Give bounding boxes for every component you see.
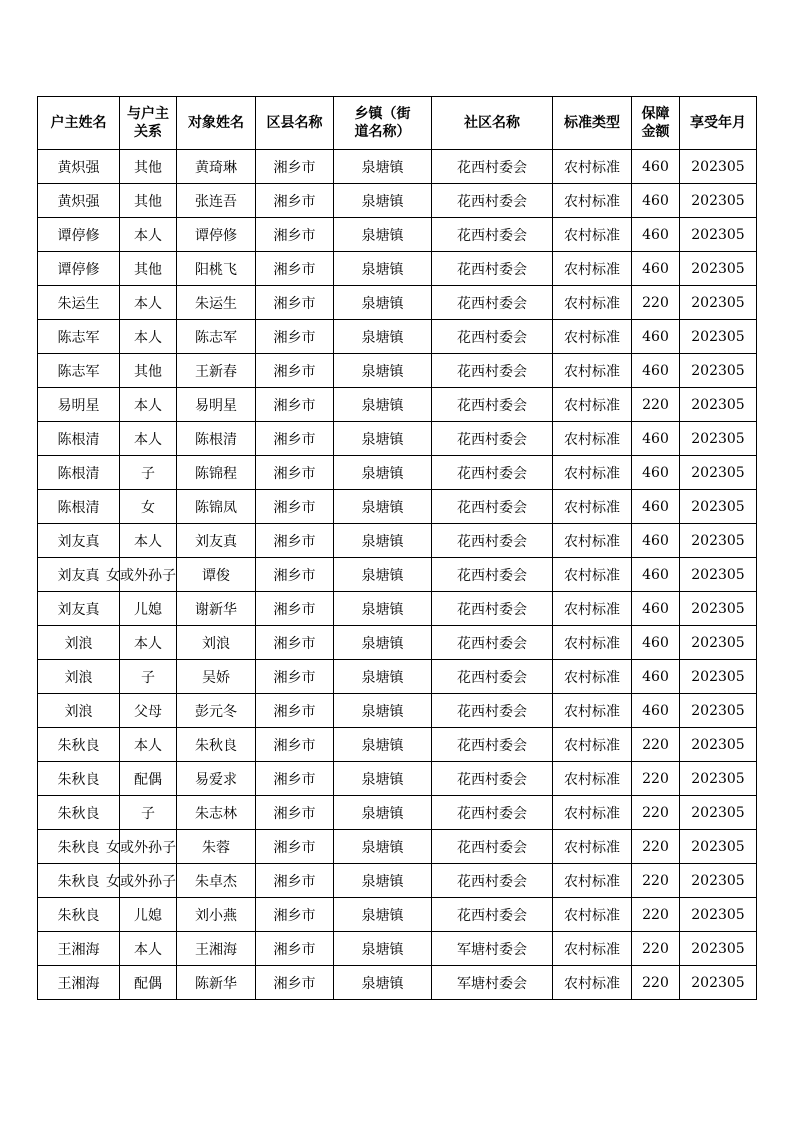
cell-amount: 220 xyxy=(632,388,680,422)
cell-township: 泉塘镇 xyxy=(334,558,432,592)
cell-standard-type: 农村标准 xyxy=(553,354,632,388)
table-row xyxy=(38,150,757,184)
table-row xyxy=(38,592,757,626)
cell-community: 花西村委会 xyxy=(432,762,553,796)
cell-county: 湘乡市 xyxy=(256,898,334,932)
cell-county: 湘乡市 xyxy=(256,694,334,728)
cell-county: 湘乡市 xyxy=(256,490,334,524)
cell-county: 湘乡市 xyxy=(256,864,334,898)
cell-relation: 配偶 xyxy=(120,762,177,796)
cell-relation: 配偶 xyxy=(120,966,177,1000)
cell-township: 泉塘镇 xyxy=(334,524,432,558)
cell-community: 花西村委会 xyxy=(432,830,553,864)
cell-county: 湘乡市 xyxy=(256,286,334,320)
table-row xyxy=(38,252,757,286)
cell-community: 花西村委会 xyxy=(432,694,553,728)
cell-relation: 本人 xyxy=(120,524,177,558)
cell-subject-name: 陈志军 xyxy=(177,320,256,354)
cell-subject-name: 陈新华 xyxy=(177,966,256,1000)
cell-county: 湘乡市 xyxy=(256,422,334,456)
cell-householder-name: 易明星 xyxy=(38,388,120,422)
cell-householder-name: 王湘海 xyxy=(38,932,120,966)
cell-community: 花西村委会 xyxy=(432,286,553,320)
beneficiary-table xyxy=(37,96,757,1000)
cell-township: 泉塘镇 xyxy=(334,286,432,320)
cell-amount: 460 xyxy=(632,456,680,490)
table-row xyxy=(38,388,757,422)
cell-township: 泉塘镇 xyxy=(334,762,432,796)
cell-amount: 220 xyxy=(632,796,680,830)
cell-subject-name: 王新春 xyxy=(177,354,256,388)
cell-householder-name: 陈根清 xyxy=(38,490,120,524)
cell-standard-type: 农村标准 xyxy=(553,592,632,626)
cell-amount: 220 xyxy=(632,286,680,320)
cell-householder-name: 刘浪 xyxy=(38,626,120,660)
cell-householder-name: 陈志军 xyxy=(38,354,120,388)
cell-month: 202305 xyxy=(680,864,757,898)
cell-county: 湘乡市 xyxy=(256,456,334,490)
cell-county: 湘乡市 xyxy=(256,592,334,626)
cell-township: 泉塘镇 xyxy=(334,150,432,184)
cell-relation xyxy=(106,558,177,592)
cell-township: 泉塘镇 xyxy=(334,728,432,762)
table-row xyxy=(38,796,757,830)
cell-subject-name: 吴娇 xyxy=(177,660,256,694)
cell-relation xyxy=(106,864,177,898)
header-county: 区县名称 xyxy=(256,97,334,150)
table-row xyxy=(38,558,757,592)
cell-householder-name: 刘友真 xyxy=(38,524,120,558)
cell-amount: 460 xyxy=(632,150,680,184)
cell-householder-name: 刘浪 xyxy=(38,694,120,728)
cell-householder-name: 陈志军 xyxy=(38,320,120,354)
cell-amount: 220 xyxy=(632,898,680,932)
cell-community: 花西村委会 xyxy=(432,524,553,558)
cell-amount: 460 xyxy=(632,592,680,626)
cell-householder-name: 朱秋良 xyxy=(38,728,120,762)
cell-township: 泉塘镇 xyxy=(334,252,432,286)
cell-relation-text: 女或外孙子 xyxy=(106,873,176,890)
cell-amount: 460 xyxy=(632,490,680,524)
cell-standard-type: 农村标准 xyxy=(553,626,632,660)
cell-month: 202305 xyxy=(680,694,757,728)
cell-community: 花西村委会 xyxy=(432,150,553,184)
cell-standard-type: 农村标准 xyxy=(553,864,632,898)
cell-township: 泉塘镇 xyxy=(334,660,432,694)
cell-county: 湘乡市 xyxy=(256,252,334,286)
table-row xyxy=(38,762,757,796)
cell-township: 泉塘镇 xyxy=(334,966,432,1000)
cell-county: 湘乡市 xyxy=(256,728,334,762)
cell-month: 202305 xyxy=(680,490,757,524)
cell-relation: 本人 xyxy=(120,932,177,966)
cell-relation: 其他 xyxy=(120,150,177,184)
cell-relation xyxy=(106,830,177,864)
cell-township: 泉塘镇 xyxy=(334,796,432,830)
cell-standard-type: 农村标准 xyxy=(553,762,632,796)
cell-subject-name: 彭元冬 xyxy=(177,694,256,728)
cell-county: 湘乡市 xyxy=(256,388,334,422)
cell-subject-name: 朱志林 xyxy=(177,796,256,830)
cell-standard-type: 农村标准 xyxy=(553,966,632,1000)
cell-amount: 460 xyxy=(632,524,680,558)
cell-relation: 其他 xyxy=(120,354,177,388)
cell-householder-name: 朱秋良 xyxy=(38,762,120,796)
cell-township: 泉塘镇 xyxy=(334,456,432,490)
header-row xyxy=(38,97,757,150)
cell-community: 花西村委会 xyxy=(432,592,553,626)
cell-community: 花西村委会 xyxy=(432,898,553,932)
cell-month: 202305 xyxy=(680,762,757,796)
cell-standard-type: 农村标准 xyxy=(553,796,632,830)
cell-subject-name: 阳桃飞 xyxy=(177,252,256,286)
cell-amount: 220 xyxy=(632,762,680,796)
cell-community: 军塘村委会 xyxy=(432,932,553,966)
table-row xyxy=(38,694,757,728)
cell-amount: 460 xyxy=(632,354,680,388)
table-row xyxy=(38,184,757,218)
cell-community: 花西村委会 xyxy=(432,218,553,252)
cell-month: 202305 xyxy=(680,354,757,388)
cell-householder-name: 王湘海 xyxy=(38,966,120,1000)
table-row xyxy=(38,286,757,320)
cell-standard-type: 农村标准 xyxy=(553,830,632,864)
cell-township: 泉塘镇 xyxy=(334,864,432,898)
cell-township: 泉塘镇 xyxy=(334,354,432,388)
table-row xyxy=(38,354,757,388)
cell-amount: 460 xyxy=(632,558,680,592)
cell-subject-name: 易爱求 xyxy=(177,762,256,796)
cell-month: 202305 xyxy=(680,966,757,1000)
cell-community: 花西村委会 xyxy=(432,252,553,286)
cell-county: 湘乡市 xyxy=(256,966,334,1000)
cell-county: 湘乡市 xyxy=(256,626,334,660)
cell-subject-name: 陈锦程 xyxy=(177,456,256,490)
header-community: 社区名称 xyxy=(432,97,553,150)
cell-standard-type: 农村标准 xyxy=(553,660,632,694)
cell-amount: 220 xyxy=(632,966,680,1000)
cell-subject-name: 朱运生 xyxy=(177,286,256,320)
cell-relation: 本人 xyxy=(120,422,177,456)
cell-relation: 儿媳 xyxy=(120,592,177,626)
cell-subject-name: 刘小燕 xyxy=(177,898,256,932)
cell-month: 202305 xyxy=(680,830,757,864)
cell-subject-name: 朱秋良 xyxy=(177,728,256,762)
cell-amount: 460 xyxy=(632,252,680,286)
cell-township: 泉塘镇 xyxy=(334,184,432,218)
cell-community: 花西村委会 xyxy=(432,456,553,490)
cell-township: 泉塘镇 xyxy=(334,932,432,966)
cell-month: 202305 xyxy=(680,456,757,490)
cell-month: 202305 xyxy=(680,660,757,694)
cell-standard-type: 农村标准 xyxy=(553,728,632,762)
cell-community: 花西村委会 xyxy=(432,320,553,354)
cell-month: 202305 xyxy=(680,252,757,286)
cell-township: 泉塘镇 xyxy=(334,218,432,252)
cell-amount: 220 xyxy=(632,932,680,966)
cell-relation: 本人 xyxy=(120,626,177,660)
cell-month: 202305 xyxy=(680,932,757,966)
cell-householder-name: 谭停修 xyxy=(38,218,120,252)
cell-householder-name: 刘友真 xyxy=(38,592,120,626)
cell-householder-name: 陈根清 xyxy=(38,456,120,490)
cell-householder-name: 刘友真 xyxy=(38,558,120,592)
cell-subject-name: 陈根清 xyxy=(177,422,256,456)
cell-community: 花西村委会 xyxy=(432,490,553,524)
cell-relation-text: 女或外孙子 xyxy=(106,567,176,584)
cell-amount: 460 xyxy=(632,694,680,728)
cell-month: 202305 xyxy=(680,524,757,558)
cell-householder-name: 朱秋良 xyxy=(38,796,120,830)
header-month: 享受年月 xyxy=(680,97,757,150)
cell-county: 湘乡市 xyxy=(256,354,334,388)
cell-relation: 本人 xyxy=(120,728,177,762)
cell-amount: 460 xyxy=(632,184,680,218)
cell-county: 湘乡市 xyxy=(256,558,334,592)
table-row xyxy=(38,966,757,1000)
header-standard-type: 标准类型 xyxy=(553,97,632,150)
header-amount: 保障金额 xyxy=(632,97,680,150)
table-row xyxy=(38,864,757,898)
cell-subject-name: 张连吾 xyxy=(177,184,256,218)
cell-community: 花西村委会 xyxy=(432,796,553,830)
cell-relation: 本人 xyxy=(120,286,177,320)
cell-standard-type: 农村标准 xyxy=(553,320,632,354)
cell-relation: 子 xyxy=(120,796,177,830)
cell-township: 泉塘镇 xyxy=(334,422,432,456)
cell-standard-type: 农村标准 xyxy=(553,252,632,286)
cell-householder-name: 朱秋良 xyxy=(38,864,120,898)
cell-relation-text: 女或外孙子 xyxy=(106,839,176,856)
cell-amount: 220 xyxy=(632,830,680,864)
table-row xyxy=(38,898,757,932)
cell-householder-name: 黄炽强 xyxy=(38,150,120,184)
cell-amount: 220 xyxy=(632,864,680,898)
cell-subject-name: 朱蓉 xyxy=(177,830,256,864)
cell-relation: 本人 xyxy=(120,388,177,422)
cell-county: 湘乡市 xyxy=(256,932,334,966)
cell-community: 军塘村委会 xyxy=(432,966,553,1000)
cell-township: 泉塘镇 xyxy=(334,830,432,864)
cell-relation: 女 xyxy=(120,490,177,524)
cell-community: 花西村委会 xyxy=(432,388,553,422)
cell-subject-name: 刘浪 xyxy=(177,626,256,660)
cell-householder-name: 谭停修 xyxy=(38,252,120,286)
cell-month: 202305 xyxy=(680,422,757,456)
cell-standard-type: 农村标准 xyxy=(553,932,632,966)
header-subject-name: 对象姓名 xyxy=(177,97,256,150)
cell-township: 泉塘镇 xyxy=(334,694,432,728)
cell-county: 湘乡市 xyxy=(256,218,334,252)
cell-community: 花西村委会 xyxy=(432,422,553,456)
cell-amount: 460 xyxy=(632,422,680,456)
table-row xyxy=(38,422,757,456)
table-row xyxy=(38,490,757,524)
cell-amount: 460 xyxy=(632,660,680,694)
header-householder-name: 户主姓名 xyxy=(38,97,120,150)
cell-standard-type: 农村标准 xyxy=(553,218,632,252)
cell-community: 花西村委会 xyxy=(432,354,553,388)
cell-subject-name: 朱卓杰 xyxy=(177,864,256,898)
cell-amount: 460 xyxy=(632,320,680,354)
cell-relation: 父母 xyxy=(120,694,177,728)
cell-county: 湘乡市 xyxy=(256,660,334,694)
cell-month: 202305 xyxy=(680,184,757,218)
cell-subject-name: 刘友真 xyxy=(177,524,256,558)
cell-relation: 其他 xyxy=(120,184,177,218)
cell-amount: 460 xyxy=(632,626,680,660)
cell-month: 202305 xyxy=(680,150,757,184)
cell-month: 202305 xyxy=(680,592,757,626)
cell-month: 202305 xyxy=(680,796,757,830)
cell-amount: 220 xyxy=(632,728,680,762)
cell-township: 泉塘镇 xyxy=(334,320,432,354)
cell-standard-type: 农村标准 xyxy=(553,150,632,184)
cell-relation: 本人 xyxy=(120,320,177,354)
table-row xyxy=(38,932,757,966)
cell-standard-type: 农村标准 xyxy=(553,694,632,728)
cell-subject-name: 易明星 xyxy=(177,388,256,422)
cell-standard-type: 农村标准 xyxy=(553,524,632,558)
cell-community: 花西村委会 xyxy=(432,626,553,660)
cell-community: 花西村委会 xyxy=(432,864,553,898)
cell-county: 湘乡市 xyxy=(256,184,334,218)
cell-month: 202305 xyxy=(680,218,757,252)
cell-township: 泉塘镇 xyxy=(334,592,432,626)
cell-month: 202305 xyxy=(680,898,757,932)
cell-householder-name: 陈根清 xyxy=(38,422,120,456)
table-row xyxy=(38,320,757,354)
cell-amount: 460 xyxy=(632,218,680,252)
cell-subject-name: 黄琦琳 xyxy=(177,150,256,184)
cell-subject-name: 谭停修 xyxy=(177,218,256,252)
cell-community: 花西村委会 xyxy=(432,184,553,218)
cell-township: 泉塘镇 xyxy=(334,490,432,524)
cell-standard-type: 农村标准 xyxy=(553,184,632,218)
cell-community: 花西村委会 xyxy=(432,728,553,762)
cell-standard-type: 农村标准 xyxy=(553,898,632,932)
cell-township: 泉塘镇 xyxy=(334,388,432,422)
cell-subject-name: 谭俊 xyxy=(177,558,256,592)
header-township: 乡镇（街道名称） xyxy=(334,97,432,150)
cell-subject-name: 谢新华 xyxy=(177,592,256,626)
cell-month: 202305 xyxy=(680,320,757,354)
header-relation: 与户主关系 xyxy=(120,97,177,150)
cell-month: 202305 xyxy=(680,728,757,762)
cell-county: 湘乡市 xyxy=(256,150,334,184)
cell-township: 泉塘镇 xyxy=(334,626,432,660)
cell-householder-name: 黄炽强 xyxy=(38,184,120,218)
cell-month: 202305 xyxy=(680,558,757,592)
cell-standard-type: 农村标准 xyxy=(553,558,632,592)
cell-county: 湘乡市 xyxy=(256,830,334,864)
cell-relation: 本人 xyxy=(120,218,177,252)
table-row xyxy=(38,728,757,762)
cell-relation: 子 xyxy=(120,456,177,490)
cell-relation: 儿媳 xyxy=(120,898,177,932)
cell-standard-type: 农村标准 xyxy=(553,456,632,490)
cell-month: 202305 xyxy=(680,388,757,422)
cell-standard-type: 农村标准 xyxy=(553,388,632,422)
cell-county: 湘乡市 xyxy=(256,320,334,354)
table-row xyxy=(38,660,757,694)
cell-subject-name: 陈锦凤 xyxy=(177,490,256,524)
cell-relation: 子 xyxy=(120,660,177,694)
table-row xyxy=(38,626,757,660)
cell-county: 湘乡市 xyxy=(256,524,334,558)
cell-community: 花西村委会 xyxy=(432,558,553,592)
cell-community: 花西村委会 xyxy=(432,660,553,694)
cell-householder-name: 朱秋良 xyxy=(38,898,120,932)
cell-householder-name: 朱秋良 xyxy=(38,830,120,864)
cell-standard-type: 农村标准 xyxy=(553,422,632,456)
cell-standard-type: 农村标准 xyxy=(553,286,632,320)
table-row xyxy=(38,830,757,864)
cell-county: 湘乡市 xyxy=(256,762,334,796)
cell-subject-name: 王湘海 xyxy=(177,932,256,966)
cell-month: 202305 xyxy=(680,286,757,320)
table-row xyxy=(38,456,757,490)
cell-month: 202305 xyxy=(680,626,757,660)
cell-county: 湘乡市 xyxy=(256,796,334,830)
cell-householder-name: 朱运生 xyxy=(38,286,120,320)
cell-standard-type: 农村标准 xyxy=(553,490,632,524)
table-row xyxy=(38,524,757,558)
cell-township: 泉塘镇 xyxy=(334,898,432,932)
cell-householder-name: 刘浪 xyxy=(38,660,120,694)
table-row xyxy=(38,218,757,252)
cell-relation: 其他 xyxy=(120,252,177,286)
